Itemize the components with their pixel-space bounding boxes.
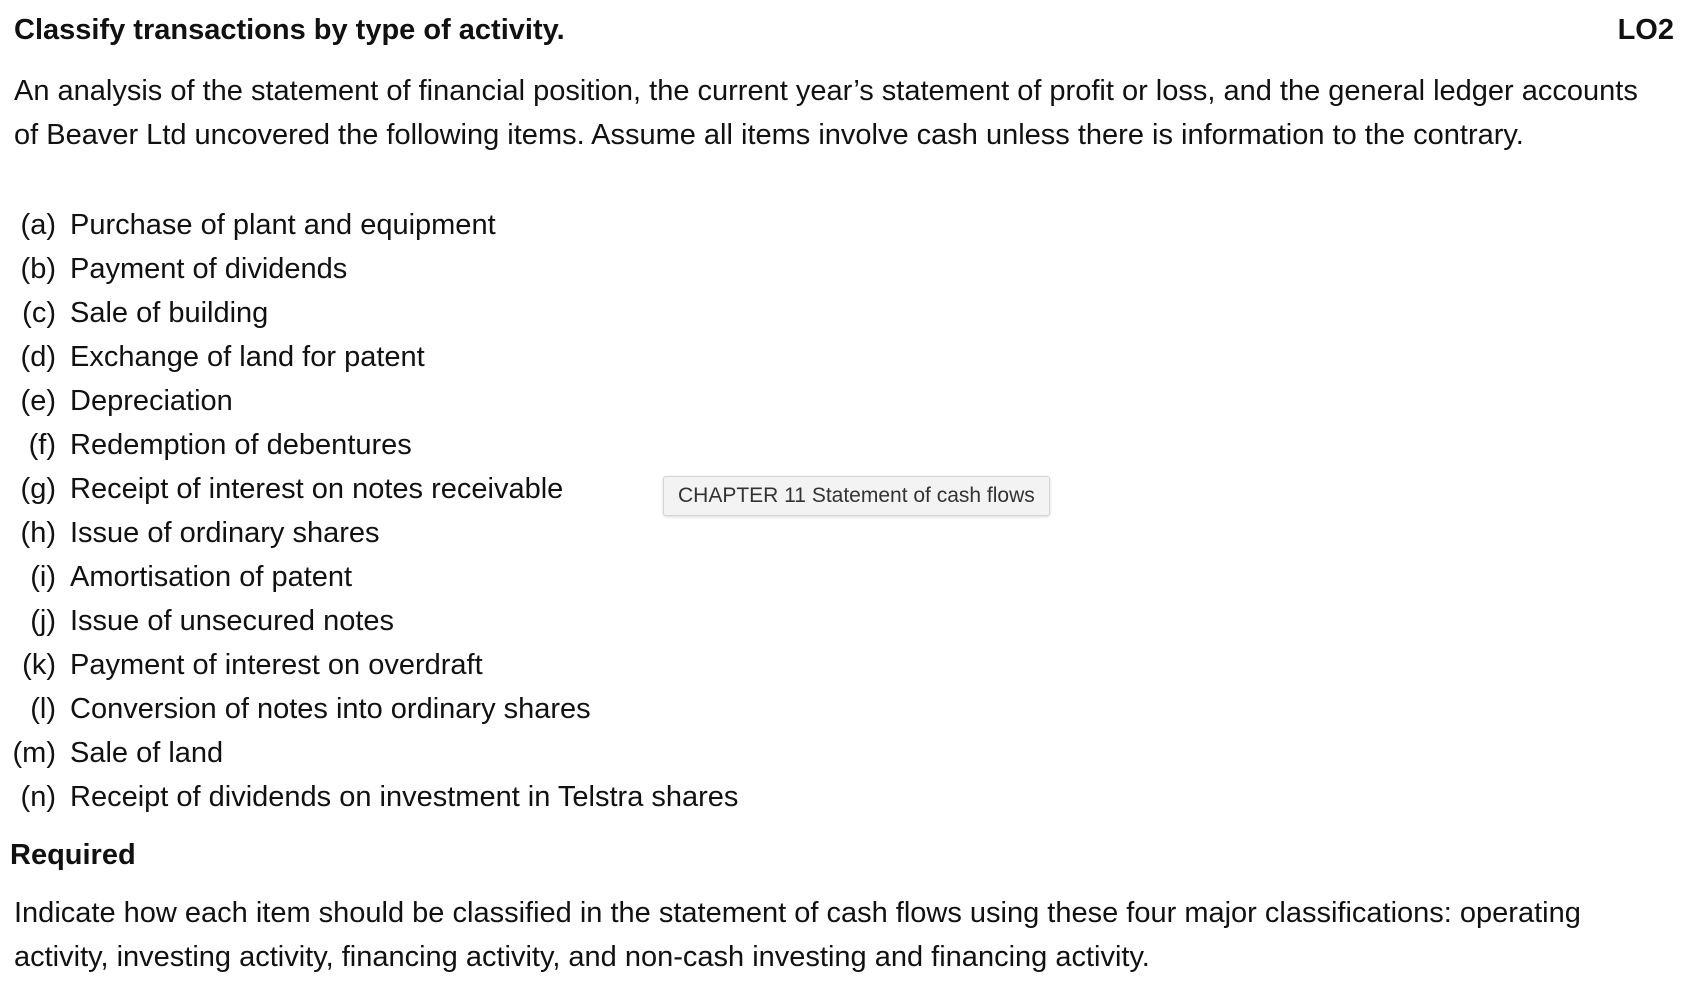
list-item — [0, 247, 738, 291]
item-text: Issue of unsecured notes — [70, 605, 395, 637]
item-letter: (g) — [20, 473, 56, 505]
list-item — [0, 379, 738, 423]
item-letter: (a) — [20, 209, 56, 241]
list-item — [0, 643, 738, 687]
item-text: Receipt of interest on notes receivable — [70, 473, 564, 505]
item-letter: (c) — [22, 297, 56, 329]
item-letter: (n) — [20, 781, 56, 813]
exercise-heading: Classify transactions by type of activity. — [14, 14, 565, 46]
item-letter: (e) — [20, 385, 56, 417]
chapter-tooltip: CHAPTER 11 Statement of cash flows — [663, 476, 1050, 516]
item-letter: (m) — [12, 737, 56, 769]
list-item — [0, 687, 738, 731]
item-letter: (d) — [20, 341, 56, 373]
item-text: Depreciation — [70, 385, 233, 417]
item-letter: (i) — [30, 561, 56, 593]
list-item — [0, 511, 738, 555]
item-text: Sale of building — [70, 297, 269, 329]
item-text: Payment of interest on overdraft — [70, 649, 483, 681]
item-text: Redemption of debentures — [70, 429, 412, 461]
transaction-list — [0, 203, 738, 819]
list-item — [0, 291, 738, 335]
list-item — [0, 775, 738, 819]
learning-objective-label: LO2 — [1617, 14, 1674, 46]
list-item — [0, 203, 738, 247]
item-letter: (h) — [20, 517, 56, 549]
list-item — [0, 467, 738, 511]
list-item — [0, 731, 738, 775]
required-instructions: Indicate how each item should be classified in the statement of cash flows using these four major classifications: operating activity, investing activity, financing activity, and non-cash investing and financing activity. — [14, 897, 1581, 973]
list-item — [0, 555, 738, 599]
item-text: Amortisation of patent — [70, 561, 353, 593]
item-text: Issue of ordinary shares — [70, 517, 380, 549]
item-letter: (l) — [30, 693, 56, 725]
list-item — [0, 335, 738, 379]
item-letter: (k) — [22, 649, 56, 681]
required-heading: Required — [10, 839, 136, 871]
list-item — [0, 599, 738, 643]
item-text: Sale of land — [70, 737, 224, 769]
item-text: Receipt of dividends on investment in Telstra shares — [70, 781, 739, 813]
item-text: Payment of dividends — [70, 253, 348, 285]
item-letter: (j) — [30, 605, 56, 637]
item-text: Purchase of plant and equipment — [70, 209, 496, 241]
item-letter: (b) — [20, 253, 56, 285]
item-letter: (f) — [28, 429, 56, 461]
item-text: Exchange of land for patent — [70, 341, 425, 373]
exercise-intro: An analysis of the statement of financial position, the current year’s statement of profit or loss, and the general ledger accounts of Beaver Ltd uncovered the following items. Assume all items involve cash unless there is information to the contrary. — [14, 75, 1638, 151]
list-item — [0, 423, 738, 467]
item-text: Conversion of notes into ordinary shares — [70, 693, 591, 725]
